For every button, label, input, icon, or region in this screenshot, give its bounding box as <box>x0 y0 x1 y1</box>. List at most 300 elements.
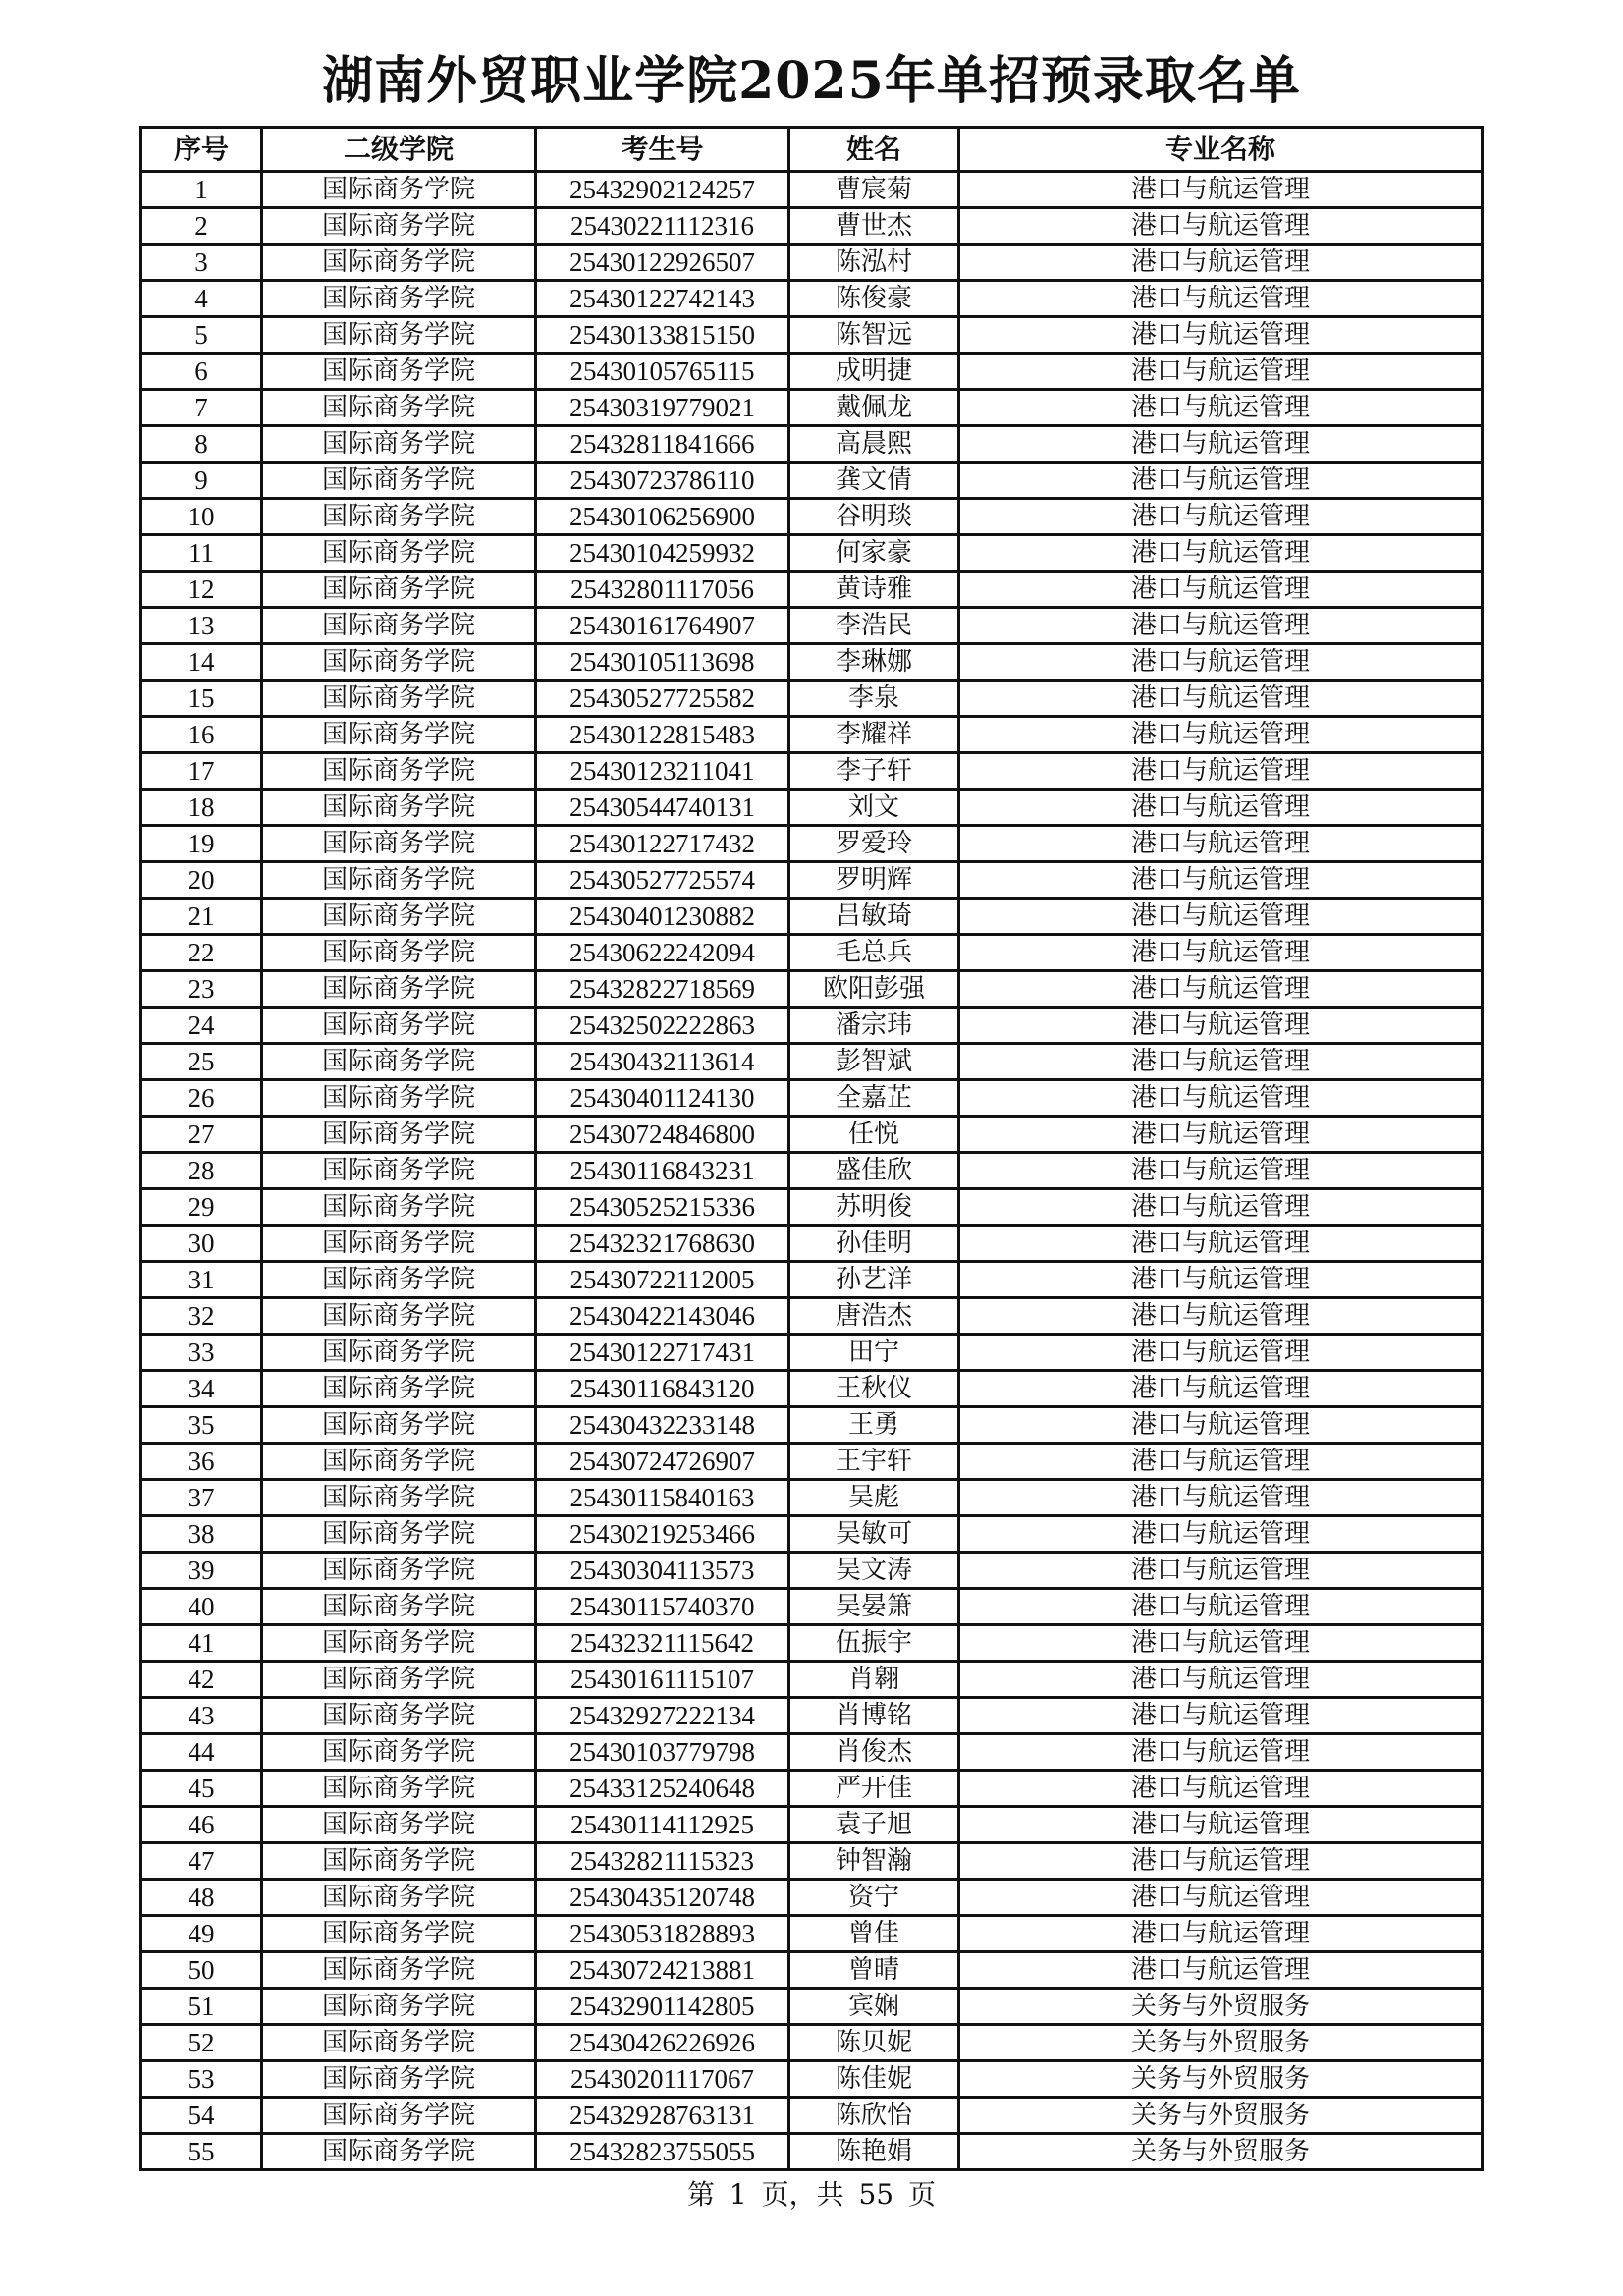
table-row <box>141 862 1483 899</box>
table-row <box>141 2098 1483 2134</box>
cell-index: 35 <box>141 1407 262 1444</box>
cell-major: 港口与航运管理 <box>959 1298 1483 1335</box>
cell-exam-number: 25432823755055 <box>536 2134 789 2170</box>
cell-exam-number: 25430115740370 <box>536 1589 789 1625</box>
cell-college: 国际商务学院 <box>262 245 536 281</box>
cell-index: 2 <box>141 208 262 245</box>
cell-index: 42 <box>141 1662 262 1698</box>
cell-college: 国际商务学院 <box>262 1771 536 1807</box>
cell-index: 43 <box>141 1698 262 1734</box>
cell-index: 3 <box>141 245 262 281</box>
cell-name: 毛总兵 <box>789 935 959 971</box>
cell-name: 任悦 <box>789 1117 959 1153</box>
cell-major: 港口与航运管理 <box>959 1807 1483 1843</box>
cell-exam-number: 25432927222134 <box>536 1698 789 1734</box>
cell-college: 国际商务学院 <box>262 1989 536 2025</box>
cell-exam-number: 25432801117056 <box>536 572 789 608</box>
cell-name: 全嘉芷 <box>789 1080 959 1117</box>
cell-college: 国际商务学院 <box>262 608 536 644</box>
table-row <box>141 1553 1483 1589</box>
cell-exam-number: 25430435120748 <box>536 1880 789 1916</box>
cell-exam-number: 25430219253466 <box>536 1516 789 1553</box>
cell-college: 国际商务学院 <box>262 935 536 971</box>
header-college: 二级学院 <box>262 128 536 172</box>
cell-index: 46 <box>141 1807 262 1843</box>
cell-exam-number: 25430527725582 <box>536 681 789 717</box>
header-major: 专业名称 <box>959 128 1483 172</box>
cell-exam-number: 25430114112925 <box>536 1807 789 1843</box>
table-row <box>141 1444 1483 1480</box>
cell-name: 彭智斌 <box>789 1044 959 1080</box>
cell-college: 国际商务学院 <box>262 499 536 535</box>
cell-index: 32 <box>141 1298 262 1335</box>
cell-name: 袁子旭 <box>789 1807 959 1843</box>
table-row <box>141 281 1483 317</box>
cell-major: 港口与航运管理 <box>959 1734 1483 1771</box>
cell-name: 罗明辉 <box>789 862 959 899</box>
table-row <box>141 790 1483 826</box>
cell-major: 港口与航运管理 <box>959 1662 1483 1698</box>
cell-index: 29 <box>141 1189 262 1226</box>
cell-name: 宾娴 <box>789 1989 959 2025</box>
table-body <box>141 172 1483 2170</box>
cell-name: 戴佩龙 <box>789 390 959 426</box>
cell-name: 谷明琰 <box>789 499 959 535</box>
document-title: 湖南外贸职业学院2025年单招预录取名单 <box>322 51 1301 111</box>
header-index: 序号 <box>141 128 262 172</box>
cell-college: 国际商务学院 <box>262 1407 536 1444</box>
cell-index: 11 <box>141 535 262 572</box>
cell-college: 国际商务学院 <box>262 1153 536 1189</box>
cell-index: 14 <box>141 644 262 681</box>
cell-index: 5 <box>141 317 262 354</box>
cell-name: 李浩民 <box>789 608 959 644</box>
cell-index: 45 <box>141 1771 262 1807</box>
cell-college: 国际商务学院 <box>262 354 536 390</box>
table-header-row <box>141 128 1483 172</box>
cell-name: 黄诗雅 <box>789 572 959 608</box>
cell-index: 48 <box>141 1880 262 1916</box>
cell-exam-number: 25430105765115 <box>536 354 789 390</box>
cell-major: 关务与外贸服务 <box>959 2134 1483 2170</box>
cell-major: 港口与航运管理 <box>959 1916 1483 1952</box>
cell-college: 国际商务学院 <box>262 681 536 717</box>
cell-major: 港口与航运管理 <box>959 1080 1483 1117</box>
cell-name: 成明捷 <box>789 354 959 390</box>
cell-exam-number: 25430123211041 <box>536 753 789 790</box>
cell-index: 40 <box>141 1589 262 1625</box>
cell-college: 国际商务学院 <box>262 2025 536 2061</box>
cell-exam-number: 25430432113614 <box>536 1044 789 1080</box>
cell-exam-number: 25432811841666 <box>536 426 789 463</box>
table-row <box>141 1662 1483 1698</box>
cell-major: 港口与航运管理 <box>959 172 1483 208</box>
cell-name: 曾晴 <box>789 1952 959 1989</box>
cell-college: 国际商务学院 <box>262 426 536 463</box>
cell-major: 港口与航运管理 <box>959 1117 1483 1153</box>
cell-name: 陈俊豪 <box>789 281 959 317</box>
cell-exam-number: 25432901142805 <box>536 1989 789 2025</box>
cell-college: 国际商务学院 <box>262 826 536 862</box>
cell-exam-number: 25432822718569 <box>536 971 789 1008</box>
cell-name: 李琳娜 <box>789 644 959 681</box>
cell-college: 国际商务学院 <box>262 862 536 899</box>
table-row <box>141 1516 1483 1553</box>
table-row <box>141 1371 1483 1407</box>
cell-college: 国际商务学院 <box>262 1916 536 1952</box>
cell-major: 港口与航运管理 <box>959 1771 1483 1807</box>
table-row <box>141 717 1483 753</box>
table-row <box>141 317 1483 354</box>
cell-index: 51 <box>141 1989 262 2025</box>
table-row <box>141 1952 1483 1989</box>
cell-exam-number: 25430221112316 <box>536 208 789 245</box>
table-row <box>141 1262 1483 1298</box>
cell-name: 吕敏琦 <box>789 899 959 935</box>
table-row <box>141 1880 1483 1916</box>
cell-major: 港口与航运管理 <box>959 1952 1483 1989</box>
cell-college: 国际商务学院 <box>262 1843 536 1880</box>
table-row <box>141 1625 1483 1662</box>
cell-major: 港口与航运管理 <box>959 1880 1483 1916</box>
cell-name: 陈欣怡 <box>789 2098 959 2134</box>
cell-index: 17 <box>141 753 262 790</box>
cell-college: 国际商务学院 <box>262 2098 536 2134</box>
cell-exam-number: 25430201117067 <box>536 2061 789 2098</box>
cell-index: 7 <box>141 390 262 426</box>
cell-exam-number: 25432928763131 <box>536 2098 789 2134</box>
cell-name: 何家豪 <box>789 535 959 572</box>
cell-college: 国际商务学院 <box>262 1880 536 1916</box>
cell-major: 港口与航运管理 <box>959 281 1483 317</box>
cell-name: 龚文倩 <box>789 463 959 499</box>
cell-college: 国际商务学院 <box>262 753 536 790</box>
cell-major: 港口与航运管理 <box>959 935 1483 971</box>
cell-name: 资宁 <box>789 1880 959 1916</box>
cell-exam-number: 25432321768630 <box>536 1226 789 1262</box>
table-row <box>141 1807 1483 1843</box>
cell-index: 26 <box>141 1080 262 1117</box>
cell-index: 8 <box>141 426 262 463</box>
cell-name: 唐浩杰 <box>789 1298 959 1335</box>
cell-index: 38 <box>141 1516 262 1553</box>
cell-college: 国际商务学院 <box>262 1044 536 1080</box>
cell-name: 肖翱 <box>789 1662 959 1698</box>
cell-index: 53 <box>141 2061 262 2098</box>
table-row <box>141 1698 1483 1734</box>
cell-name: 陈泓村 <box>789 245 959 281</box>
cell-index: 55 <box>141 2134 262 2170</box>
table-row <box>141 2025 1483 2061</box>
cell-name: 肖俊杰 <box>789 1734 959 1771</box>
cell-exam-number: 25430115840163 <box>536 1480 789 1516</box>
cell-exam-number: 25430122742143 <box>536 281 789 317</box>
cell-college: 国际商务学院 <box>262 2134 536 2170</box>
table-row <box>141 1843 1483 1880</box>
cell-college: 国际商务学院 <box>262 644 536 681</box>
cell-major: 港口与航运管理 <box>959 1371 1483 1407</box>
cell-index: 24 <box>141 1008 262 1044</box>
cell-exam-number: 25430722112005 <box>536 1262 789 1298</box>
cell-major: 港口与航运管理 <box>959 790 1483 826</box>
cell-college: 国际商务学院 <box>262 1516 536 1553</box>
cell-name: 李泉 <box>789 681 959 717</box>
cell-name: 李耀祥 <box>789 717 959 753</box>
table-row <box>141 1044 1483 1080</box>
cell-exam-number: 25430133815150 <box>536 317 789 354</box>
cell-index: 31 <box>141 1262 262 1298</box>
table-row <box>141 1771 1483 1807</box>
cell-index: 47 <box>141 1843 262 1880</box>
cell-major: 港口与航运管理 <box>959 1553 1483 1589</box>
cell-index: 19 <box>141 826 262 862</box>
table-row <box>141 245 1483 281</box>
cell-name: 孙艺洋 <box>789 1262 959 1298</box>
table-row <box>141 208 1483 245</box>
cell-exam-number: 25430724846800 <box>536 1117 789 1153</box>
cell-college: 国际商务学院 <box>262 971 536 1008</box>
cell-name: 陈佳妮 <box>789 2061 959 2098</box>
cell-exam-number: 25432821115323 <box>536 1843 789 1880</box>
cell-major: 港口与航运管理 <box>959 1008 1483 1044</box>
cell-college: 国际商务学院 <box>262 1952 536 1989</box>
table-row <box>141 499 1483 535</box>
cell-major: 港口与航运管理 <box>959 899 1483 935</box>
cell-exam-number: 25432502222863 <box>536 1008 789 1044</box>
cell-name: 严开佳 <box>789 1771 959 1807</box>
cell-major: 港口与航运管理 <box>959 826 1483 862</box>
cell-exam-number: 25430319779021 <box>536 390 789 426</box>
cell-major: 港口与航运管理 <box>959 535 1483 572</box>
cell-name: 王勇 <box>789 1407 959 1444</box>
cell-exam-number: 25430104259932 <box>536 535 789 572</box>
cell-college: 国际商务学院 <box>262 717 536 753</box>
cell-name: 李子轩 <box>789 753 959 790</box>
cell-major: 港口与航运管理 <box>959 426 1483 463</box>
table-row <box>141 426 1483 463</box>
cell-index: 13 <box>141 608 262 644</box>
cell-exam-number: 25430531828893 <box>536 1916 789 1952</box>
cell-name: 伍振宇 <box>789 1625 959 1662</box>
cell-major: 港口与航运管理 <box>959 245 1483 281</box>
cell-college: 国际商务学院 <box>262 1226 536 1262</box>
cell-college: 国际商务学院 <box>262 1189 536 1226</box>
cell-college: 国际商务学院 <box>262 172 536 208</box>
cell-college: 国际商务学院 <box>262 790 536 826</box>
table-row <box>141 826 1483 862</box>
table-row <box>141 1080 1483 1117</box>
table-row <box>141 572 1483 608</box>
cell-index: 54 <box>141 2098 262 2134</box>
table-row <box>141 1153 1483 1189</box>
cell-index: 6 <box>141 354 262 390</box>
table-row <box>141 899 1483 935</box>
cell-major: 港口与航运管理 <box>959 390 1483 426</box>
cell-major: 港口与航运管理 <box>959 208 1483 245</box>
cell-index: 4 <box>141 281 262 317</box>
cell-exam-number: 25430122926507 <box>536 245 789 281</box>
cell-index: 12 <box>141 572 262 608</box>
cell-college: 国际商务学院 <box>262 1625 536 1662</box>
cell-major: 港口与航运管理 <box>959 753 1483 790</box>
cell-exam-number: 25430304113573 <box>536 1553 789 1589</box>
cell-college: 国际商务学院 <box>262 1444 536 1480</box>
table-row <box>141 644 1483 681</box>
cell-exam-number: 25430122815483 <box>536 717 789 753</box>
cell-exam-number: 25430723786110 <box>536 463 789 499</box>
cell-exam-number: 25430432233148 <box>536 1407 789 1444</box>
table-row <box>141 1008 1483 1044</box>
cell-index: 37 <box>141 1480 262 1516</box>
table-row <box>141 2061 1483 2098</box>
cell-name: 陈贝妮 <box>789 2025 959 2061</box>
table-row <box>141 1734 1483 1771</box>
table-row <box>141 608 1483 644</box>
cell-major: 港口与航运管理 <box>959 1516 1483 1553</box>
cell-index: 16 <box>141 717 262 753</box>
cell-index: 27 <box>141 1117 262 1153</box>
cell-exam-number: 25430527725574 <box>536 862 789 899</box>
cell-index: 30 <box>141 1226 262 1262</box>
cell-index: 25 <box>141 1044 262 1080</box>
cell-index: 52 <box>141 2025 262 2061</box>
cell-college: 国际商务学院 <box>262 1080 536 1117</box>
cell-index: 36 <box>141 1444 262 1480</box>
cell-exam-number: 25430525215336 <box>536 1189 789 1226</box>
cell-college: 国际商务学院 <box>262 1008 536 1044</box>
cell-name: 潘宗玮 <box>789 1008 959 1044</box>
cell-index: 50 <box>141 1952 262 1989</box>
cell-college: 国际商务学院 <box>262 1335 536 1371</box>
cell-exam-number: 25430103779798 <box>536 1734 789 1771</box>
table-row <box>141 172 1483 208</box>
cell-name: 孙佳明 <box>789 1226 959 1262</box>
cell-index: 15 <box>141 681 262 717</box>
cell-index: 21 <box>141 899 262 935</box>
table-row <box>141 753 1483 790</box>
cell-major: 港口与航运管理 <box>959 1189 1483 1226</box>
cell-major: 港口与航运管理 <box>959 971 1483 1008</box>
cell-index: 44 <box>141 1734 262 1771</box>
cell-college: 国际商务学院 <box>262 281 536 317</box>
cell-name: 田宁 <box>789 1335 959 1371</box>
cell-major: 港口与航运管理 <box>959 1407 1483 1444</box>
cell-college: 国际商务学院 <box>262 1698 536 1734</box>
cell-major: 港口与航运管理 <box>959 1262 1483 1298</box>
cell-index: 34 <box>141 1371 262 1407</box>
cell-college: 国际商务学院 <box>262 1553 536 1589</box>
cell-index: 10 <box>141 499 262 535</box>
cell-major: 港口与航运管理 <box>959 572 1483 608</box>
cell-exam-number: 25430106256900 <box>536 499 789 535</box>
cell-name: 高晨熙 <box>789 426 959 463</box>
table-row <box>141 463 1483 499</box>
table-row <box>141 390 1483 426</box>
cell-major: 关务与外贸服务 <box>959 2061 1483 2098</box>
cell-name: 陈艳娟 <box>789 2134 959 2170</box>
cell-college: 国际商务学院 <box>262 1807 536 1843</box>
table-row <box>141 1407 1483 1444</box>
table-row <box>141 1589 1483 1625</box>
cell-name: 曹世杰 <box>789 208 959 245</box>
table-row <box>141 1226 1483 1262</box>
cell-college: 国际商务学院 <box>262 1262 536 1298</box>
cell-exam-number: 25433125240648 <box>536 1771 789 1807</box>
cell-index: 18 <box>141 790 262 826</box>
cell-name: 曹宸菊 <box>789 172 959 208</box>
cell-name: 盛佳欣 <box>789 1153 959 1189</box>
cell-major: 港口与航运管理 <box>959 681 1483 717</box>
cell-major: 港口与航运管理 <box>959 862 1483 899</box>
cell-major: 关务与外贸服务 <box>959 2025 1483 2061</box>
cell-index: 1 <box>141 172 262 208</box>
cell-exam-number: 25430544740131 <box>536 790 789 826</box>
cell-name: 苏明俊 <box>789 1189 959 1226</box>
table-row <box>141 1989 1483 2025</box>
cell-exam-number: 25430122717431 <box>536 1335 789 1371</box>
table-row <box>141 971 1483 1008</box>
cell-name: 王秋仪 <box>789 1371 959 1407</box>
cell-college: 国际商务学院 <box>262 317 536 354</box>
table-row <box>141 2134 1483 2170</box>
cell-name: 肖博铭 <box>789 1698 959 1734</box>
cell-index: 28 <box>141 1153 262 1189</box>
cell-exam-number: 25430401124130 <box>536 1080 789 1117</box>
cell-college: 国际商务学院 <box>262 1662 536 1698</box>
cell-major: 港口与航运管理 <box>959 1843 1483 1880</box>
cell-major: 关务与外贸服务 <box>959 2098 1483 2134</box>
cell-major: 港口与航运管理 <box>959 1444 1483 1480</box>
cell-college: 国际商务学院 <box>262 899 536 935</box>
cell-exam-number: 25430122717432 <box>536 826 789 862</box>
cell-exam-number: 25430116843231 <box>536 1153 789 1189</box>
cell-college: 国际商务学院 <box>262 572 536 608</box>
cell-major: 港口与航运管理 <box>959 1698 1483 1734</box>
table-row <box>141 1189 1483 1226</box>
cell-major: 港口与航运管理 <box>959 499 1483 535</box>
cell-major: 港口与航运管理 <box>959 1589 1483 1625</box>
table-row <box>141 1298 1483 1335</box>
cell-college: 国际商务学院 <box>262 535 536 572</box>
cell-name: 欧阳彭强 <box>789 971 959 1008</box>
table-row <box>141 935 1483 971</box>
cell-index: 49 <box>141 1916 262 1952</box>
cell-major: 港口与航运管理 <box>959 608 1483 644</box>
table-row <box>141 354 1483 390</box>
cell-index: 20 <box>141 862 262 899</box>
cell-college: 国际商务学院 <box>262 1298 536 1335</box>
table-row <box>141 1335 1483 1371</box>
cell-exam-number: 25430724726907 <box>536 1444 789 1480</box>
cell-exam-number: 25432902124257 <box>536 172 789 208</box>
cell-major: 港口与航运管理 <box>959 317 1483 354</box>
cell-exam-number: 25430724213881 <box>536 1952 789 1989</box>
cell-exam-number: 25430105113698 <box>536 644 789 681</box>
cell-name: 陈智远 <box>789 317 959 354</box>
cell-major: 关务与外贸服务 <box>959 1989 1483 2025</box>
cell-college: 国际商务学院 <box>262 208 536 245</box>
cell-exam-number: 25430426226926 <box>536 2025 789 2061</box>
cell-college: 国际商务学院 <box>262 1117 536 1153</box>
cell-major: 港口与航运管理 <box>959 463 1483 499</box>
cell-exam-number: 25430401230882 <box>536 899 789 935</box>
header-name: 姓名 <box>789 128 959 172</box>
cell-major: 港口与航运管理 <box>959 1153 1483 1189</box>
table-row <box>141 535 1483 572</box>
cell-college: 国际商务学院 <box>262 1371 536 1407</box>
cell-name: 吴文涛 <box>789 1553 959 1589</box>
cell-index: 41 <box>141 1625 262 1662</box>
